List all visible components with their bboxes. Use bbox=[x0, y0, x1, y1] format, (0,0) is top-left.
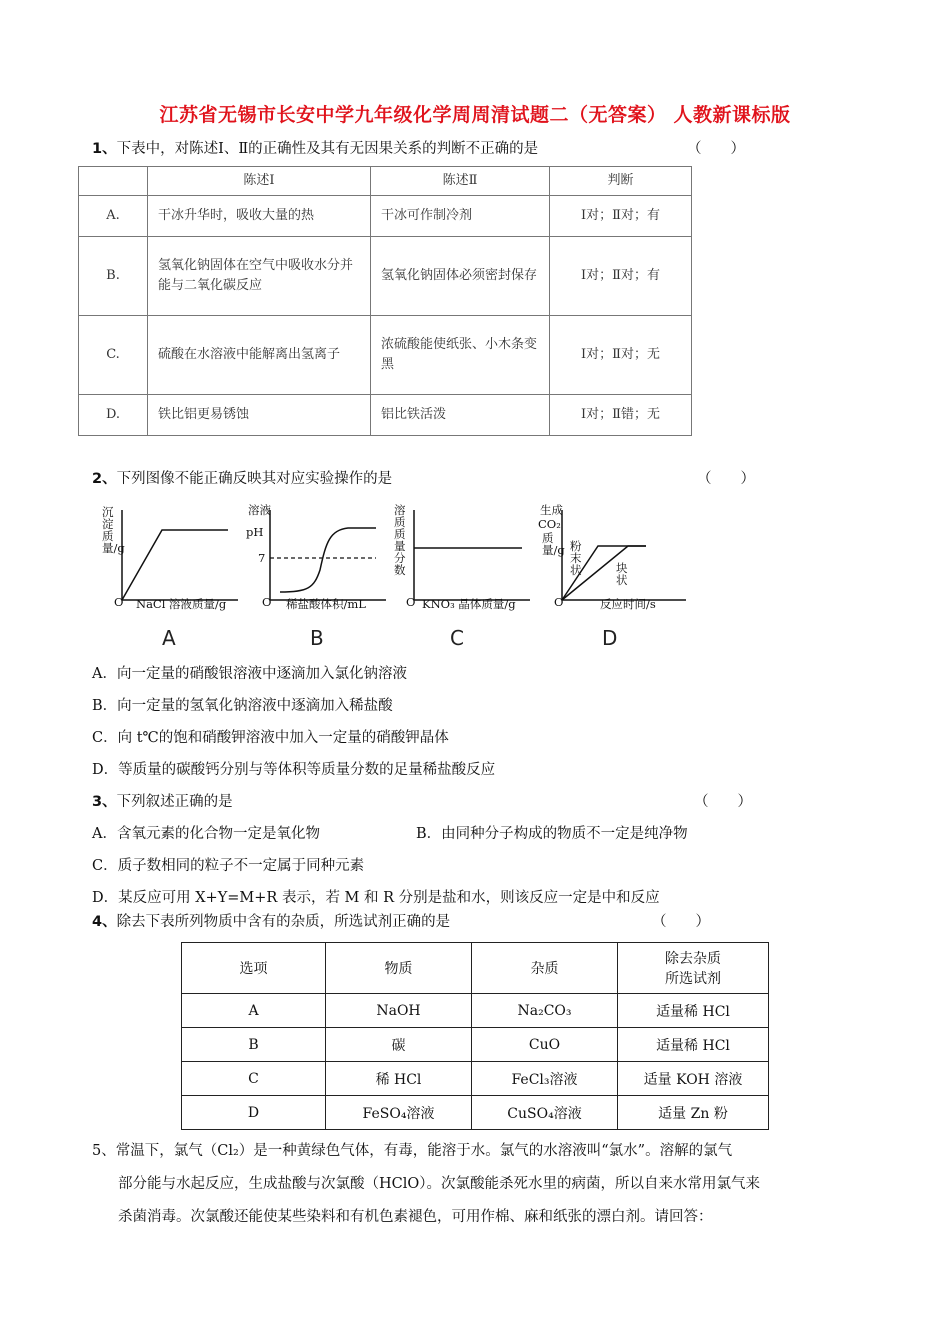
table-cell: 适量 KOH 溶液 bbox=[618, 1062, 769, 1096]
q3-option-b[interactable]: B．由同种分子构成的物质不一定是纯净物 bbox=[416, 826, 688, 842]
q2-option-d[interactable]: D．等质量的碳酸钙分别与等体积等质量分数的足量稀盐酸反应 bbox=[92, 762, 496, 778]
table-cell: 适量稀 HCl bbox=[618, 1028, 769, 1062]
graph-a-curve bbox=[122, 530, 228, 600]
q1-stem bbox=[92, 137, 538, 158]
page-title: 江苏省无锡市长安中学九年级化学周周清试题二（无答案） 人教新课标版 bbox=[159, 104, 791, 126]
table-row bbox=[79, 196, 692, 237]
q2-number: 2、 bbox=[92, 471, 117, 487]
graph-b-curve bbox=[280, 528, 376, 592]
table-cell: 浓硫酸能使纸张、小木条变黑 bbox=[371, 315, 550, 394]
q4-answer-paren[interactable]: （ ） bbox=[652, 914, 710, 930]
graph-d-powder-label: 粉末状 bbox=[570, 539, 582, 577]
q4-text: 除去下表所列物质中含有的杂质，所选试剂正确的是 bbox=[116, 914, 451, 930]
table-cell: 碳 bbox=[326, 1028, 472, 1062]
table-cell: 物质 bbox=[326, 943, 472, 994]
q3-answer-paren[interactable]: （ ） bbox=[694, 794, 752, 810]
q2-text: 下列图像不能正确反映其对应实验操作的是 bbox=[116, 471, 393, 487]
graph-b-label: B bbox=[310, 626, 324, 650]
table-cell: Na₂CO₃ bbox=[472, 994, 618, 1028]
table-cell: A bbox=[182, 994, 326, 1028]
table-cell: 干冰可作制冷剂 bbox=[371, 196, 550, 237]
graph-b-xlabel: 稀盐酸体积/mL bbox=[286, 597, 366, 611]
table-cell: Ⅰ对；Ⅱ对；有 bbox=[550, 236, 692, 315]
table-cell: 陈述Ⅱ bbox=[371, 167, 550, 196]
graph-a bbox=[110, 508, 240, 611]
table-cell: 判断 bbox=[550, 167, 692, 196]
table-cell: 氢氧化钠固体必须密封保存 bbox=[371, 236, 550, 315]
table-cell: 铝比铁活泼 bbox=[371, 395, 550, 436]
table-row bbox=[182, 1096, 769, 1130]
q3-option-a[interactable]: A．含氧元素的化合物一定是氧化物 bbox=[92, 826, 320, 842]
table-cell: Ⅰ对；Ⅱ对；有 bbox=[550, 196, 692, 237]
graph-d-ylabel-2: CO₂ bbox=[538, 517, 561, 531]
q3-number: 3、 bbox=[92, 794, 117, 810]
table-cell: NaOH bbox=[326, 994, 472, 1028]
q3-stem bbox=[92, 790, 233, 811]
q3-option-d[interactable]: D．某反应可用 X+Y=M+R 表示，若 M 和 R 分别是盐和水，则该反应一定是中和反应 bbox=[92, 890, 660, 906]
graph-c-origin: O bbox=[406, 595, 416, 609]
table-row bbox=[182, 1028, 769, 1062]
table-cell bbox=[618, 943, 769, 994]
table-row bbox=[79, 236, 692, 315]
q4-table bbox=[181, 942, 769, 1130]
graph-b-ylabel-1: 溶液 bbox=[248, 503, 271, 517]
table-cell: 杂质 bbox=[472, 943, 618, 994]
q5-line-1: 5、常温下，氯气（Cl₂）是一种黄绿色气体，有毒，能溶于水。氯气的水溶液叫“氯水”。溶解的氯气 bbox=[92, 1143, 733, 1159]
table-cell: 硫酸在水溶液中能解离出氢离子 bbox=[148, 315, 371, 394]
table-cell: D. bbox=[79, 395, 148, 436]
table-cell: CuO bbox=[472, 1028, 618, 1062]
graph-d-label: D bbox=[602, 626, 618, 650]
table-row bbox=[182, 994, 769, 1028]
table-cell: D bbox=[182, 1096, 326, 1130]
table-cell bbox=[79, 167, 148, 196]
table-cell: 陈述Ⅰ bbox=[148, 167, 371, 196]
table-cell: FeCl₃溶液 bbox=[472, 1062, 618, 1096]
table-cell: A. bbox=[79, 196, 148, 237]
table-row bbox=[79, 315, 692, 394]
table-cell: 选项 bbox=[182, 943, 326, 994]
graph-d-ylabel-3: 质量/g bbox=[542, 531, 565, 557]
q1-table bbox=[78, 166, 692, 436]
q2-graphs bbox=[96, 500, 716, 660]
table-cell: FeSO₄溶液 bbox=[326, 1096, 472, 1130]
graph-a-origin: O bbox=[114, 595, 124, 609]
table-cell: 干冰升华时，吸收大量的热 bbox=[148, 196, 371, 237]
q3-option-c[interactable]: C．质子数相同的粒子不一定属于同种元素 bbox=[92, 858, 365, 874]
q1-text: 下表中，对陈述Ⅰ、Ⅱ的正确性及其有无因果关系的判断不正确的是 bbox=[116, 141, 539, 157]
table-header-row bbox=[79, 167, 692, 196]
q1-answer-paren[interactable]: （ ） bbox=[687, 141, 745, 157]
graph-d-xlabel: 反应时间/s bbox=[600, 597, 656, 611]
table-row bbox=[79, 395, 692, 436]
q5-line-3: 杀菌消毒。次氯酸还能使某些染料和有机色素褪色，可用作棉、麻和纸张的漂白剂。请回答： bbox=[118, 1209, 713, 1225]
table-header-row bbox=[182, 943, 769, 994]
table-cell: 稀 HCl bbox=[326, 1062, 472, 1096]
table-cell: 铁比铝更易锈蚀 bbox=[148, 395, 371, 436]
q3-text: 下列叙述正确的是 bbox=[116, 794, 233, 810]
table-cell-line: 除去杂质 bbox=[665, 951, 721, 967]
graph-a-label: A bbox=[162, 626, 176, 650]
table-cell: CuSO₄溶液 bbox=[472, 1096, 618, 1130]
graph-b bbox=[258, 508, 388, 611]
graph-a-xlabel: NaCl 溶液质量/g bbox=[136, 597, 227, 611]
q4-stem bbox=[92, 910, 450, 931]
graph-d-origin: O bbox=[554, 595, 564, 609]
graph-c-xlabel: KNO₃ 晶体质量/g bbox=[422, 597, 516, 611]
table-cell: C bbox=[182, 1062, 326, 1096]
q2-option-c[interactable]: C．向 t℃的饱和硝酸钾溶液中加入一定量的硝酸钾晶体 bbox=[92, 730, 449, 746]
q1-number: 1、 bbox=[92, 141, 117, 157]
table-cell: Ⅰ对；Ⅱ错；无 bbox=[550, 395, 692, 436]
graph-d-block-label: 块状 bbox=[616, 561, 628, 587]
table-cell: 适量 Zn 粉 bbox=[618, 1096, 769, 1130]
q2-option-a[interactable]: A．向一定量的硝酸银溶液中逐滴加入氯化钠溶液 bbox=[92, 666, 407, 682]
table-cell: 适量稀 HCl bbox=[618, 994, 769, 1028]
graph-b-ylabel-2: pH bbox=[246, 525, 264, 539]
graph-b-tick-7: 7 bbox=[258, 551, 266, 565]
table-cell-line: 所选试剂 bbox=[665, 971, 721, 987]
q4-number: 4、 bbox=[92, 914, 117, 930]
graph-c-label: C bbox=[450, 626, 464, 650]
table-cell: B. bbox=[79, 236, 148, 315]
graph-c-ylabel: 溶质质量分数 bbox=[394, 503, 406, 577]
q5-line-2: 部分能与水起反应，生成盐酸与次氯酸（HClO）。次氯酸能杀死水里的病菌，所以自来水常用氯气来 bbox=[118, 1176, 761, 1192]
graph-b-origin: O bbox=[262, 595, 272, 609]
table-cell: C. bbox=[79, 315, 148, 394]
graph-a-ylabel: 沉淀质量/g bbox=[102, 505, 125, 555]
q2-option-b[interactable]: B．向一定量的氢氧化钠溶液中逐滴加入稀盐酸 bbox=[92, 698, 393, 714]
table-cell: B bbox=[182, 1028, 326, 1062]
graph-d-ylabel-1: 生成 bbox=[540, 503, 563, 517]
q2-answer-paren[interactable]: （ ） bbox=[697, 471, 755, 487]
graph-c bbox=[402, 508, 532, 611]
q2-stem bbox=[92, 467, 392, 488]
table-cell: Ⅰ对；Ⅱ对；无 bbox=[550, 315, 692, 394]
table-cell: 氢氧化钠固体在空气中吸收水分并能与二氧化碳反应 bbox=[148, 236, 371, 315]
table-row bbox=[182, 1062, 769, 1096]
